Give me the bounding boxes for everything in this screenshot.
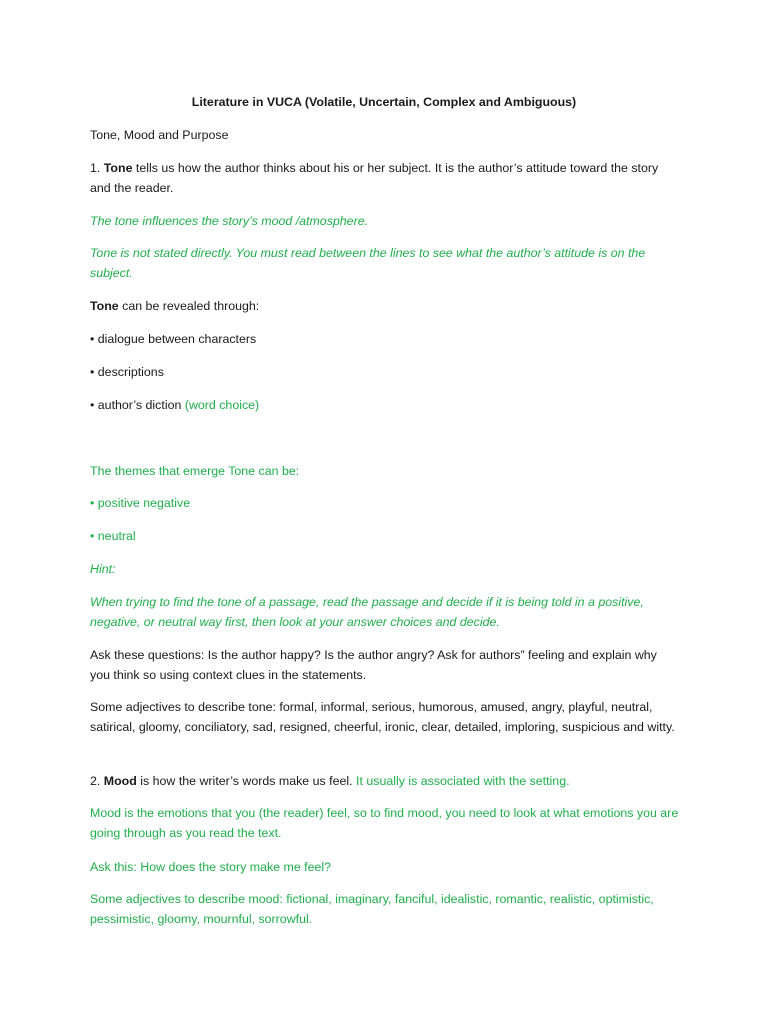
tone-definition-text: tells us how the author thinks about his or her subject. It is the author’s attitude toward the story and the reader.	[90, 161, 659, 195]
tone-term: Tone	[103, 161, 133, 175]
hint-label: Hint:	[90, 562, 116, 576]
tone-adjectives: Some adjectives to describe tone: formal, informal, serious, humorous, amused, angry, playful, neutral, satirical, gloomy, conciliatory, sad, resigned, cheerful, ironic, clear, detailed, imploring, suspicious and witty.	[90, 700, 675, 734]
mood-number: 2.	[90, 774, 104, 788]
tone-definition	[90, 158, 680, 198]
document-title: Literature in VUCA (Volatile, Uncertain, Complex and Ambiguous)	[191, 95, 577, 109]
mood-term: Mood	[103, 774, 137, 788]
ask-questions: Ask these questions: Is the author happy? Is the author angry? Ask for authors” feeling and explain why you think so using context clues in the statements.	[90, 648, 657, 682]
bullet-diction-note: (word choice)	[184, 398, 260, 412]
mood-definition	[90, 771, 680, 791]
bullet-neutral: • neutral	[90, 529, 136, 543]
bullet-diction	[90, 395, 680, 415]
mood-setting-note: It usually is associated with the setting.	[356, 774, 570, 788]
bullet-positive-negative: • positive negative	[90, 496, 191, 510]
section-subtitle: Tone, Mood and Purpose	[90, 128, 229, 142]
hint-text: When trying to find the tone of a passage, read the passage and decide if it is being told in a positive, negative, or neutral way first, then look at your answer choices and decide.	[90, 595, 644, 629]
tone-not-stated-note: Tone is not stated directly. You must read between the lines to see what the author’s attitude is on the subject.	[90, 246, 646, 280]
bullet-dialogue: • dialogue between characters	[90, 332, 257, 346]
tone-revealed-text: can be revealed through:	[118, 299, 260, 313]
tone-influence-note: The tone influences the story’s mood /atmosphere.	[90, 214, 369, 228]
bullet-descriptions: • descriptions	[90, 365, 164, 379]
ask-this: Ask this: How does the story make me feel?	[90, 860, 332, 874]
tone-revealed-term: Tone	[90, 299, 119, 313]
themes-emerge: The themes that emerge Tone can be:	[90, 464, 300, 478]
tone-revealed-heading	[90, 296, 680, 316]
tone-number: 1.	[90, 161, 104, 175]
bullet-diction-text: • author’s diction	[90, 398, 185, 412]
mood-definition-text: is how the writer’s words make us feel.	[136, 774, 357, 788]
mood-emotions: Mood is the emotions that you (the reader) feel, so to find mood, you need to look at what emotions you are going through as you read the text.	[90, 806, 679, 840]
mood-adjectives: Some adjectives to describe mood: fictional, imaginary, fanciful, idealistic, romantic, realistic, optimistic, pessimistic, gloomy, mournful, sorrowful.	[90, 892, 654, 926]
